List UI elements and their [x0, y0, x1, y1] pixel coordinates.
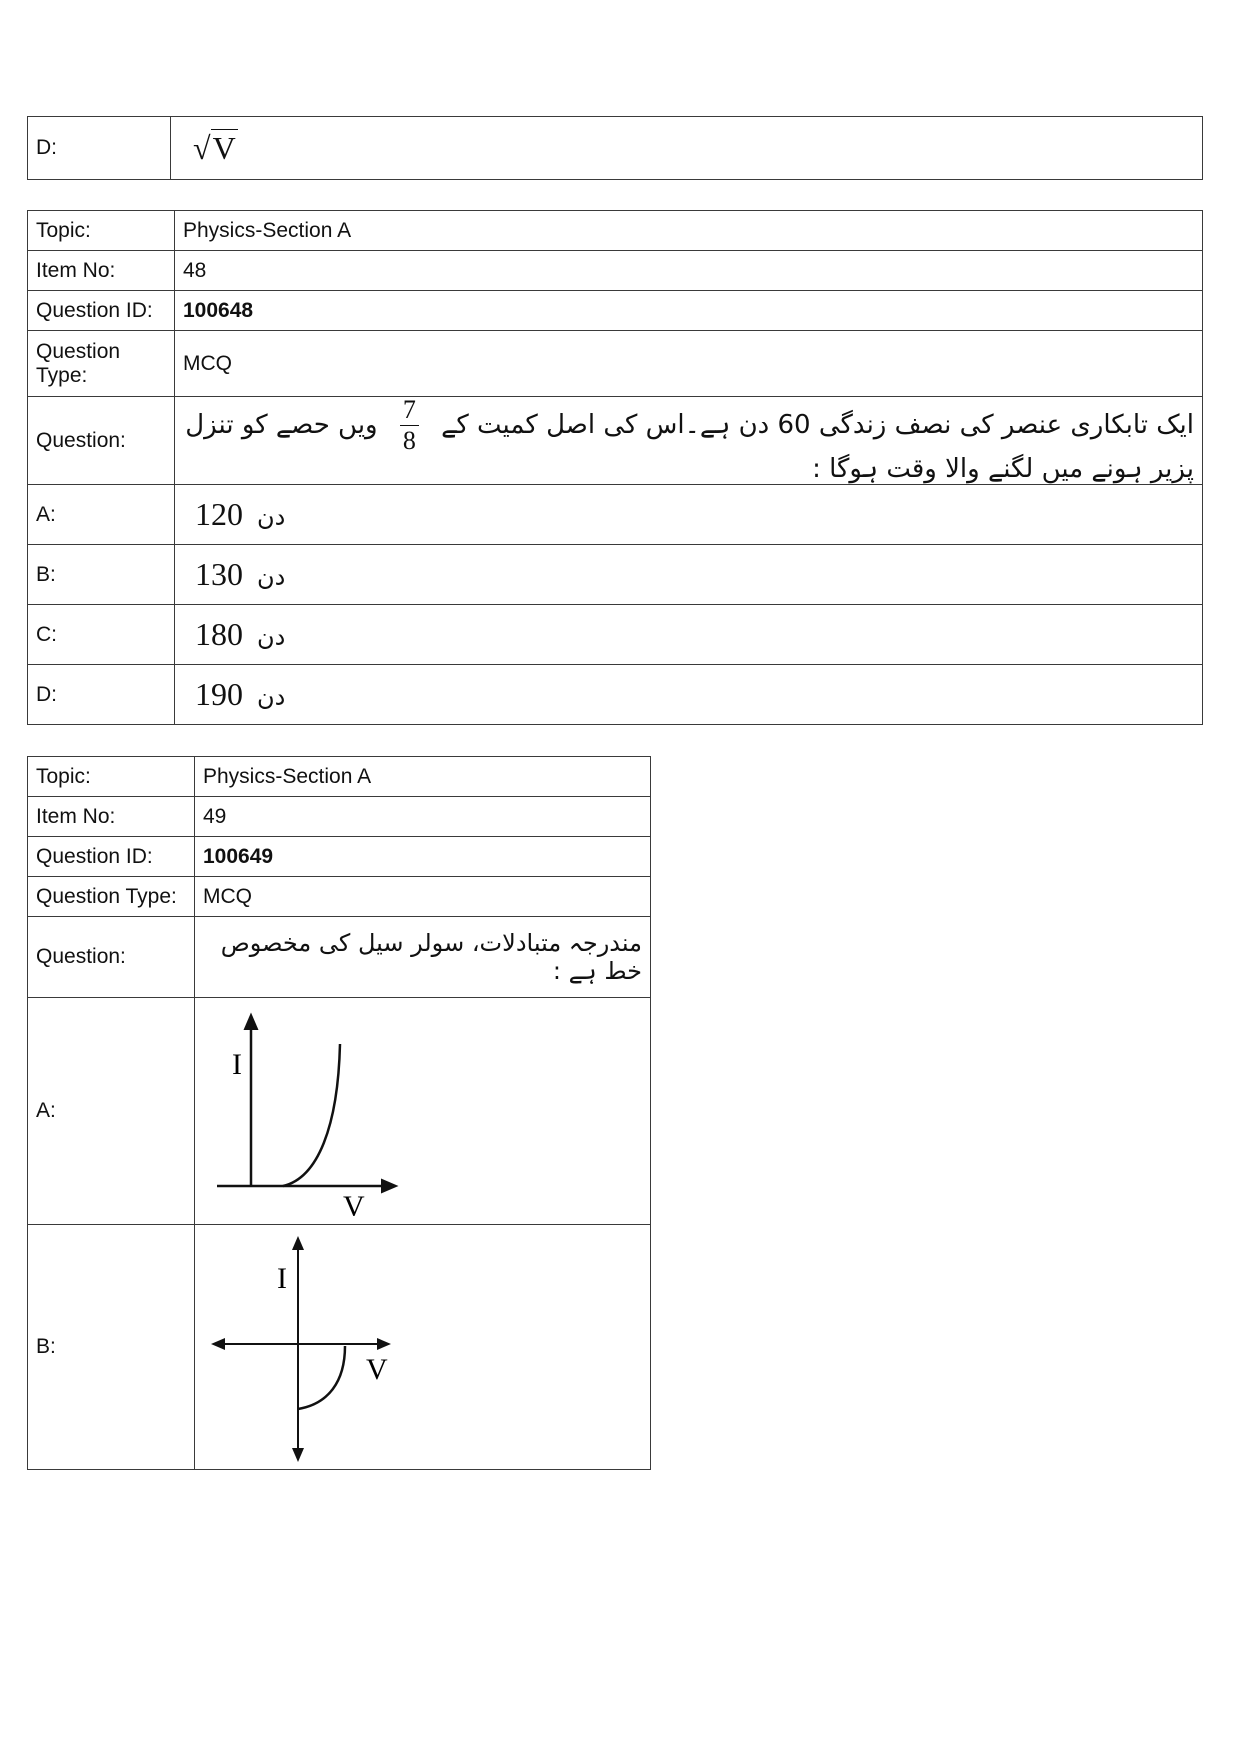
y-axis-label: I	[232, 1048, 242, 1081]
item-no-value: 48	[175, 251, 1203, 291]
option-b-label: B:	[28, 545, 175, 605]
option-d-label: D:	[28, 117, 171, 180]
option-a-graph-cell	[195, 998, 651, 1225]
question-type-value: MCQ	[175, 331, 1203, 397]
option-c-value: دن 180	[175, 605, 1203, 665]
option-d-value: دن 190	[175, 665, 1203, 725]
option-b-iv-graph	[203, 1232, 403, 1462]
question-label: Question:	[28, 397, 175, 485]
topic-label: Topic:	[28, 757, 195, 797]
iv-curve	[298, 1346, 345, 1409]
question-text	[175, 397, 1203, 485]
question-id-value: 100649	[195, 837, 651, 877]
prev-question-table	[27, 116, 1203, 180]
topic-value: Physics-Section A	[175, 211, 1203, 251]
option-a-iv-graph	[203, 1006, 403, 1216]
question-type-label: Question Type:	[28, 877, 195, 917]
option-a-label: A:	[28, 485, 175, 545]
topic-value: Physics-Section A	[195, 757, 651, 797]
topic-label: Topic:	[28, 211, 175, 251]
x-axis-label: V	[343, 1190, 365, 1216]
iv-curve	[283, 1044, 340, 1186]
question-id-label: Question ID:	[28, 837, 195, 877]
option-b-label: B:	[28, 1225, 195, 1470]
option-c-label: C:	[28, 605, 175, 665]
item-no-label: Item No:	[28, 797, 195, 837]
question-48-table	[27, 210, 1203, 725]
option-b-value: دن 130	[175, 545, 1203, 605]
question-type-label: Question Type:	[28, 331, 175, 397]
option-a-label: A:	[28, 998, 195, 1225]
fraction-seven-eighths: $\frac{7}{8}$	[400, 397, 419, 454]
y-axis-label: I	[277, 1262, 287, 1295]
option-d-value	[171, 117, 1203, 180]
option-a-value: دن 120	[175, 485, 1203, 545]
option-d-label: D:	[28, 665, 175, 725]
question-text-part2: ویں حصے کو تنزل پزیر ہونے میں لگنے والا وقت ہوگا :	[185, 410, 1194, 484]
question-text-part1: ایک تابکاری عنصر کی نصف زندگی 60 دن ہے۔اس کی اصل کمیت کے	[441, 410, 1194, 440]
question-text: مندرجہ متبادلات، سولر سیل کی مخصوص خط ہے :	[195, 917, 651, 998]
question-id-label: Question ID:	[28, 291, 175, 331]
option-b-graph-cell	[195, 1225, 651, 1470]
question-label: Question:	[28, 917, 195, 998]
question-type-value: MCQ	[195, 877, 651, 917]
question-id-value: 100648	[175, 291, 1203, 331]
question-49-table	[27, 756, 651, 1470]
x-axis-label: V	[366, 1353, 388, 1386]
sqrt-expression: √V	[193, 129, 236, 166]
item-no-label: Item No:	[28, 251, 175, 291]
item-no-value: 49	[195, 797, 651, 837]
